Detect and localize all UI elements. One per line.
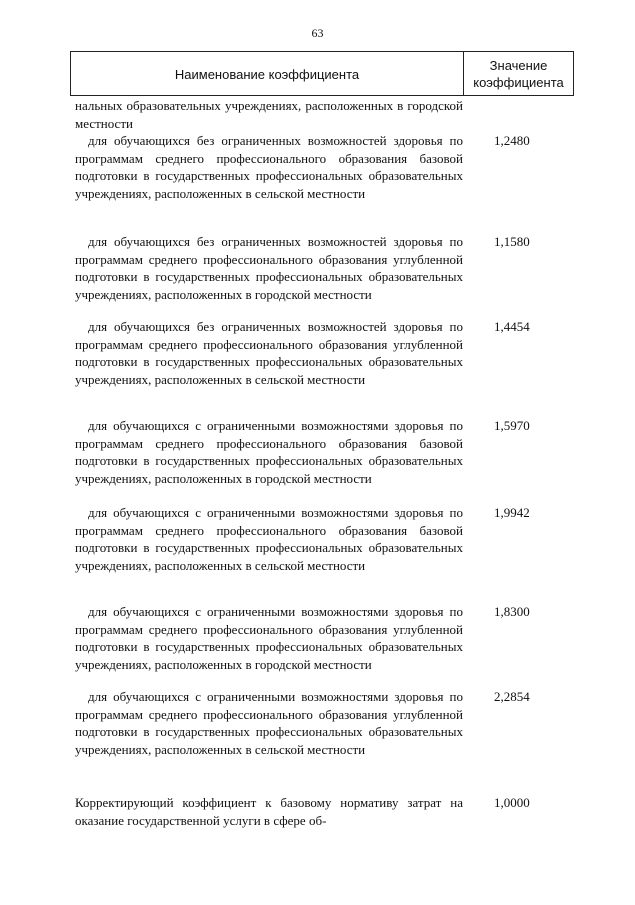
coefficient-name: для обучающихся без ограниченных возможностей здоровья по программам среднего профессионального образования углубленной подготовки в государственных профессиональных образовательных учреждениях, расположенных в сельской местности xyxy=(75,319,463,387)
coefficient-value: 1,0000 xyxy=(494,795,530,810)
coefficient-name: для обучающихся с ограниченными возможностями здоровья по программам среднего профессионального образования базовой подготовки в государственных профессиональных образовательных учреждениях, расположенных в сельской местности xyxy=(75,505,463,573)
page-number: 63 xyxy=(311,26,324,40)
coefficient-value: 1,2480 xyxy=(494,133,530,148)
coefficient-value: 2,2854 xyxy=(494,689,530,704)
coefficient-name: для обучающихся без ограниченных возможностей здоровья по программам среднего профессионального образования базовой подготовки в государственных профессиональных образовательных учреждениях, расположенных в сельской местности xyxy=(75,133,463,201)
header-value-line2: коэффициента xyxy=(473,74,564,90)
coefficient-value: 1,4454 xyxy=(494,319,530,334)
header-value-line1: Значение xyxy=(489,57,548,73)
coefficient-name: для обучающихся без ограниченных возможностей здоровья по программам среднего профессионального образования углубленной подготовки в государственных профессиональных образовательных учреждениях, расположенных в городской местности xyxy=(75,234,463,302)
coefficient-value: 1,8300 xyxy=(494,604,530,619)
coefficient-value: 1,5970 xyxy=(494,418,530,433)
coefficient-value: 1,1580 xyxy=(494,234,530,249)
coefficient-name: для обучающихся с ограниченными возможностями здоровья по программам среднего профессионального образования углубленной подготовки в государственных профессиональных образовательных учреждениях, расположенных в сельской местности xyxy=(75,689,463,757)
coefficient-name: для обучающихся с ограниченными возможностями здоровья по программам среднего профессионального образования углубленной подготовки в государственных профессиональных образовательных учреждениях, расположенных в городской местности xyxy=(75,604,463,672)
coefficient-name: нальных образовательных учреждениях, расположенных в городской местности xyxy=(75,98,463,131)
table-header xyxy=(70,51,574,96)
coefficient-value: 1,9942 xyxy=(494,505,530,520)
coefficient-name: для обучающихся с ограниченными возможностями здоровья по программам среднего профессионального образования базовой подготовки в государственных профессиональных образовательных учреждениях, расположенных в городской местности xyxy=(75,418,463,486)
header-name-column: Наименование коэффициента xyxy=(71,52,464,95)
header-value-column xyxy=(464,52,573,95)
coefficient-name: Корректирующий коэффициент к базовому нормативу затрат на оказание государственной услуги в сфере об- xyxy=(75,795,463,828)
